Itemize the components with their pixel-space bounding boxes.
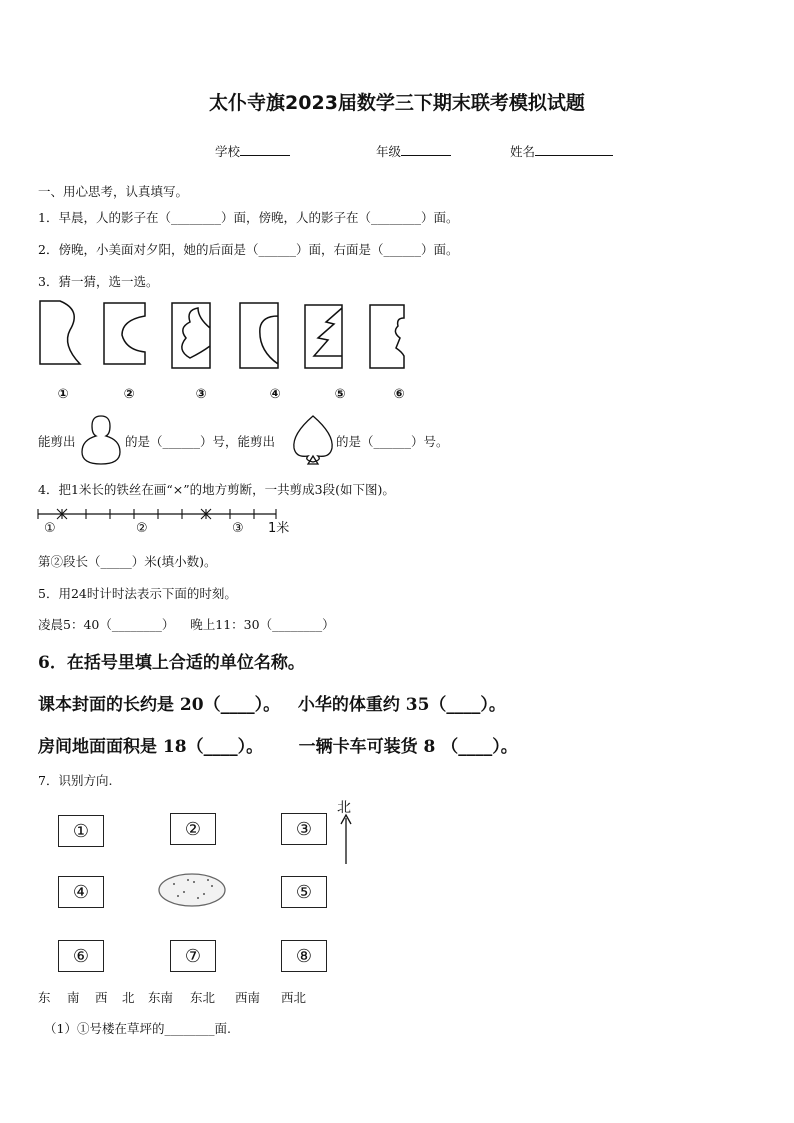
question-1: 1．早晨，人的影子在（________）面，傍晚，人的影子在（________）面。: [38, 210, 459, 225]
lawn-oval: [156, 870, 228, 910]
question-7-sub-1: （1）①号楼在草坪的________面.: [44, 1021, 231, 1036]
segment-label: ②: [136, 521, 148, 536]
north-label: 北: [337, 800, 351, 816]
cut-figure-4: [240, 303, 278, 368]
question-6-line-2: 房间地面面积是 18（____）。 一辆卡车可装货 8 （____）。: [38, 737, 518, 757]
cut-figure-1: [40, 301, 80, 364]
segment-label: ①: [44, 521, 56, 536]
figure-label: ④: [269, 387, 281, 402]
cut-figure-2: [104, 303, 145, 364]
direction-word: 东南: [148, 990, 174, 1005]
cut-figure-5: [305, 305, 342, 368]
q3-answer-part-a: 能剪出: [38, 434, 76, 449]
cut-figure-3: [172, 303, 210, 368]
building-box-7: ⑦: [170, 940, 216, 972]
building-box-1: ①: [58, 815, 104, 847]
direction-word: 东北: [190, 990, 216, 1005]
building-box-5: ⑤: [281, 876, 327, 908]
gourd-shape: [78, 414, 124, 466]
q3-answer-part-b: 的是（______）号，能剪出: [125, 434, 276, 449]
figure-label: ⑥: [393, 387, 405, 402]
question-7-stem: 7．识别方向.: [38, 773, 113, 788]
name-label: 姓名: [510, 144, 536, 159]
figure-label: ③: [195, 387, 207, 402]
spade-shape: [290, 414, 336, 466]
end-label: 1米: [268, 521, 290, 536]
cut-figure-6: [370, 305, 404, 368]
question-5-stem: 5．用24时计时法表示下面的时刻。: [38, 586, 237, 601]
direction-word: 南: [67, 990, 80, 1005]
question-2: 2．傍晚，小美面对夕阳，她的后面是（______）面，右面是（______）面。: [38, 242, 459, 257]
question-4-prompt: 第②段长（_____）米(填小数)。: [38, 554, 217, 569]
building-box-4: ④: [58, 876, 104, 908]
school-label: 学校: [215, 144, 241, 159]
q3-answer-part-c: 的是（______）号。: [336, 434, 449, 449]
section-heading: 一、用心思考，认真填写。: [38, 184, 189, 199]
north-arrow: [336, 812, 356, 866]
paper-cut-figures: [0, 0, 794, 420]
figure-label: ⑤: [334, 387, 346, 402]
direction-word: 西南: [235, 990, 261, 1005]
question-3-stem: 3．猜一猜，选一选。: [38, 274, 159, 289]
direction-word: 西: [95, 990, 108, 1005]
building-box-3: ③: [281, 813, 327, 845]
segment-label: ③: [232, 521, 244, 536]
question-6-stem: 6．在括号里填上合适的单位名称。: [38, 653, 305, 673]
page-title: 太仆寺旗2023届数学三下期末联考模拟试题: [209, 92, 585, 114]
question-4-stem: 4．把1米长的铁丝在画“×”的地方剪断，一共剪成3段(如下图)。: [38, 482, 395, 497]
direction-word: 东: [38, 990, 51, 1005]
question-5-line: 凌晨5：40（________） 晚上11：30（________）: [38, 617, 335, 632]
figure-label: ①: [57, 387, 69, 402]
building-box-8: ⑧: [281, 940, 327, 972]
figure-label: ②: [123, 387, 135, 402]
direction-word: 北: [122, 990, 135, 1005]
building-box-6: ⑥: [58, 940, 104, 972]
direction-word: 西北: [281, 990, 307, 1005]
wire-diagram: [0, 500, 794, 540]
question-6-line-1: 课本封面的长约是 20（____）。 小华的体重约 35（____）。: [38, 695, 506, 715]
building-box-2: ②: [170, 813, 216, 845]
grade-label: 年级: [376, 144, 402, 159]
